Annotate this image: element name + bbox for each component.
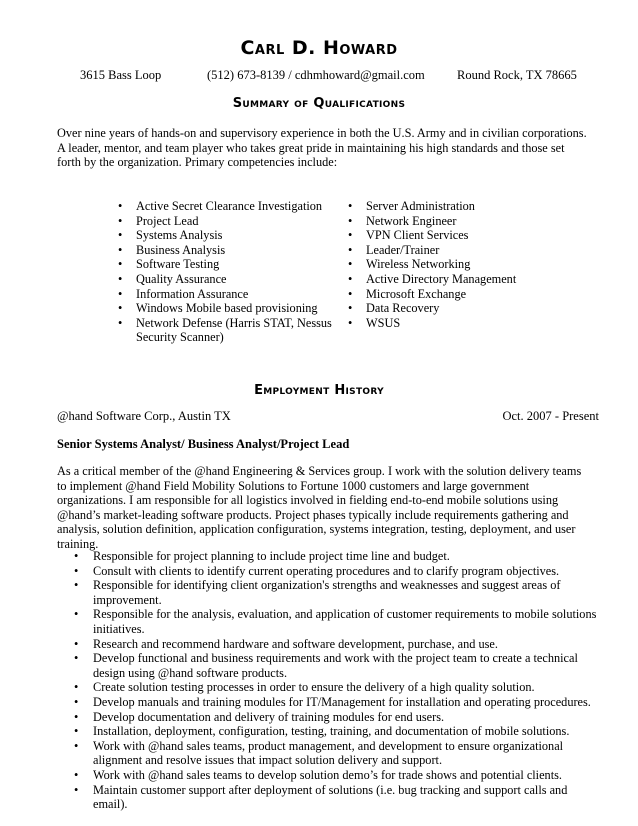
list-item: • Information Assurance — [118, 287, 333, 302]
list-item: • Systems Analysis — [118, 228, 333, 243]
employer: @hand Software Corp., Austin TX — [57, 409, 231, 423]
employment-dates: Oct. 2007 - Present — [502, 409, 599, 423]
list-item: • Develop documentation and delivery of training modules for end users. — [74, 710, 604, 725]
role-description: As a critical member of the @hand Engineering & Services group. I work with the solution delivery teams to implement @hand Field Mobility Solutions to Fortune 1000 customers and large government organizations. I am responsible for all logistics involved in fielding end-to-end mobile solutions using @hand’s market-leading software products. Project phases typically include requirements gathering and analysis, solution definition, application configuration, systems integration, testing, deployment, and user training. — [57, 464, 582, 551]
list-item: • Leader/Trainer — [348, 243, 548, 258]
list-item: • Active Directory Management — [348, 272, 548, 287]
list-item: • Research and recommend hardware and software development, purchase, and use. — [74, 637, 604, 652]
list-item: • VPN Client Services — [348, 228, 548, 243]
list-item: • Network Engineer — [348, 214, 548, 229]
list-item: • Software Testing — [118, 257, 333, 272]
summary-text: Over nine years of hands-on and supervisory experience in both the U.S. Army and in civilian corporations. A leader, mentor, and team player who takes great pride in maintaining his high standards and those set forth by the organization. Primary competencies include: — [57, 126, 587, 170]
list-item: • Consult with clients to identify current operating procedures and to clarify program objectives. — [74, 564, 604, 579]
list-item: • Work with @hand sales teams, product management, and development to ensure organizational alignment and resolve issues that impact solution delivery and support. — [74, 739, 604, 768]
list-item: • Quality Assurance — [118, 272, 333, 287]
list-item: • Project Lead — [118, 214, 333, 229]
employment-heading: Employment History — [254, 383, 384, 398]
list-item: • Microsoft Exchange — [348, 287, 548, 302]
list-item: • Active Secret Clearance Investigation — [118, 199, 333, 214]
list-item: • Responsible for identifying client organization's strengths and weaknesses and suggest areas of improvement. — [74, 578, 604, 607]
candidate-name: Carl D. Howard — [240, 37, 398, 59]
list-item: • Develop manuals and training modules for IT/Management for installation and operating procedures. — [74, 695, 604, 710]
list-item: • Work with @hand sales teams to develop solution demo’s for trade shows and potential clients. — [74, 768, 604, 783]
list-item: • Data Recovery — [348, 301, 548, 316]
competencies-right-list — [348, 199, 548, 330]
list-item: • Server Administration — [348, 199, 548, 214]
list-item: • Develop functional and business requirements and work with the project team to create a technical design using @hand software products. — [74, 651, 604, 680]
list-item: • Responsible for project planning to include project time line and budget. — [74, 549, 604, 564]
summary-heading: Summary of Qualifications — [232, 96, 406, 111]
list-item: • Business Analysis — [118, 243, 333, 258]
duties-list — [74, 549, 604, 812]
city: Round Rock, TX 78665 — [457, 68, 577, 82]
phone-email: (512) 673-8139 / cdhmhoward@gmail.com — [207, 68, 425, 82]
address: 3615 Bass Loop — [80, 68, 162, 82]
list-item: • Create solution testing processes in order to ensure the delivery of a high quality solution. — [74, 680, 604, 695]
list-item: • WSUS — [348, 316, 548, 331]
job-title: Senior Systems Analyst/ Business Analyst/Project Lead — [57, 437, 350, 451]
competencies-left-list — [118, 199, 333, 345]
list-item: • Network Defense (Harris STAT, Nessus Security Scanner) — [118, 316, 333, 345]
list-item: • Wireless Networking — [348, 257, 548, 272]
list-item: • Responsible for the analysis, evaluation, and application of customer requirements to mobile solutions initiatives. — [74, 607, 604, 636]
list-item: • Maintain customer support after deployment of solutions (i.e. bug tracking and support calls and email). — [74, 783, 604, 812]
list-item: • Installation, deployment, configuration, testing, training, and documentation of mobile solutions. — [74, 724, 604, 739]
list-item: • Windows Mobile based provisioning — [118, 301, 333, 316]
